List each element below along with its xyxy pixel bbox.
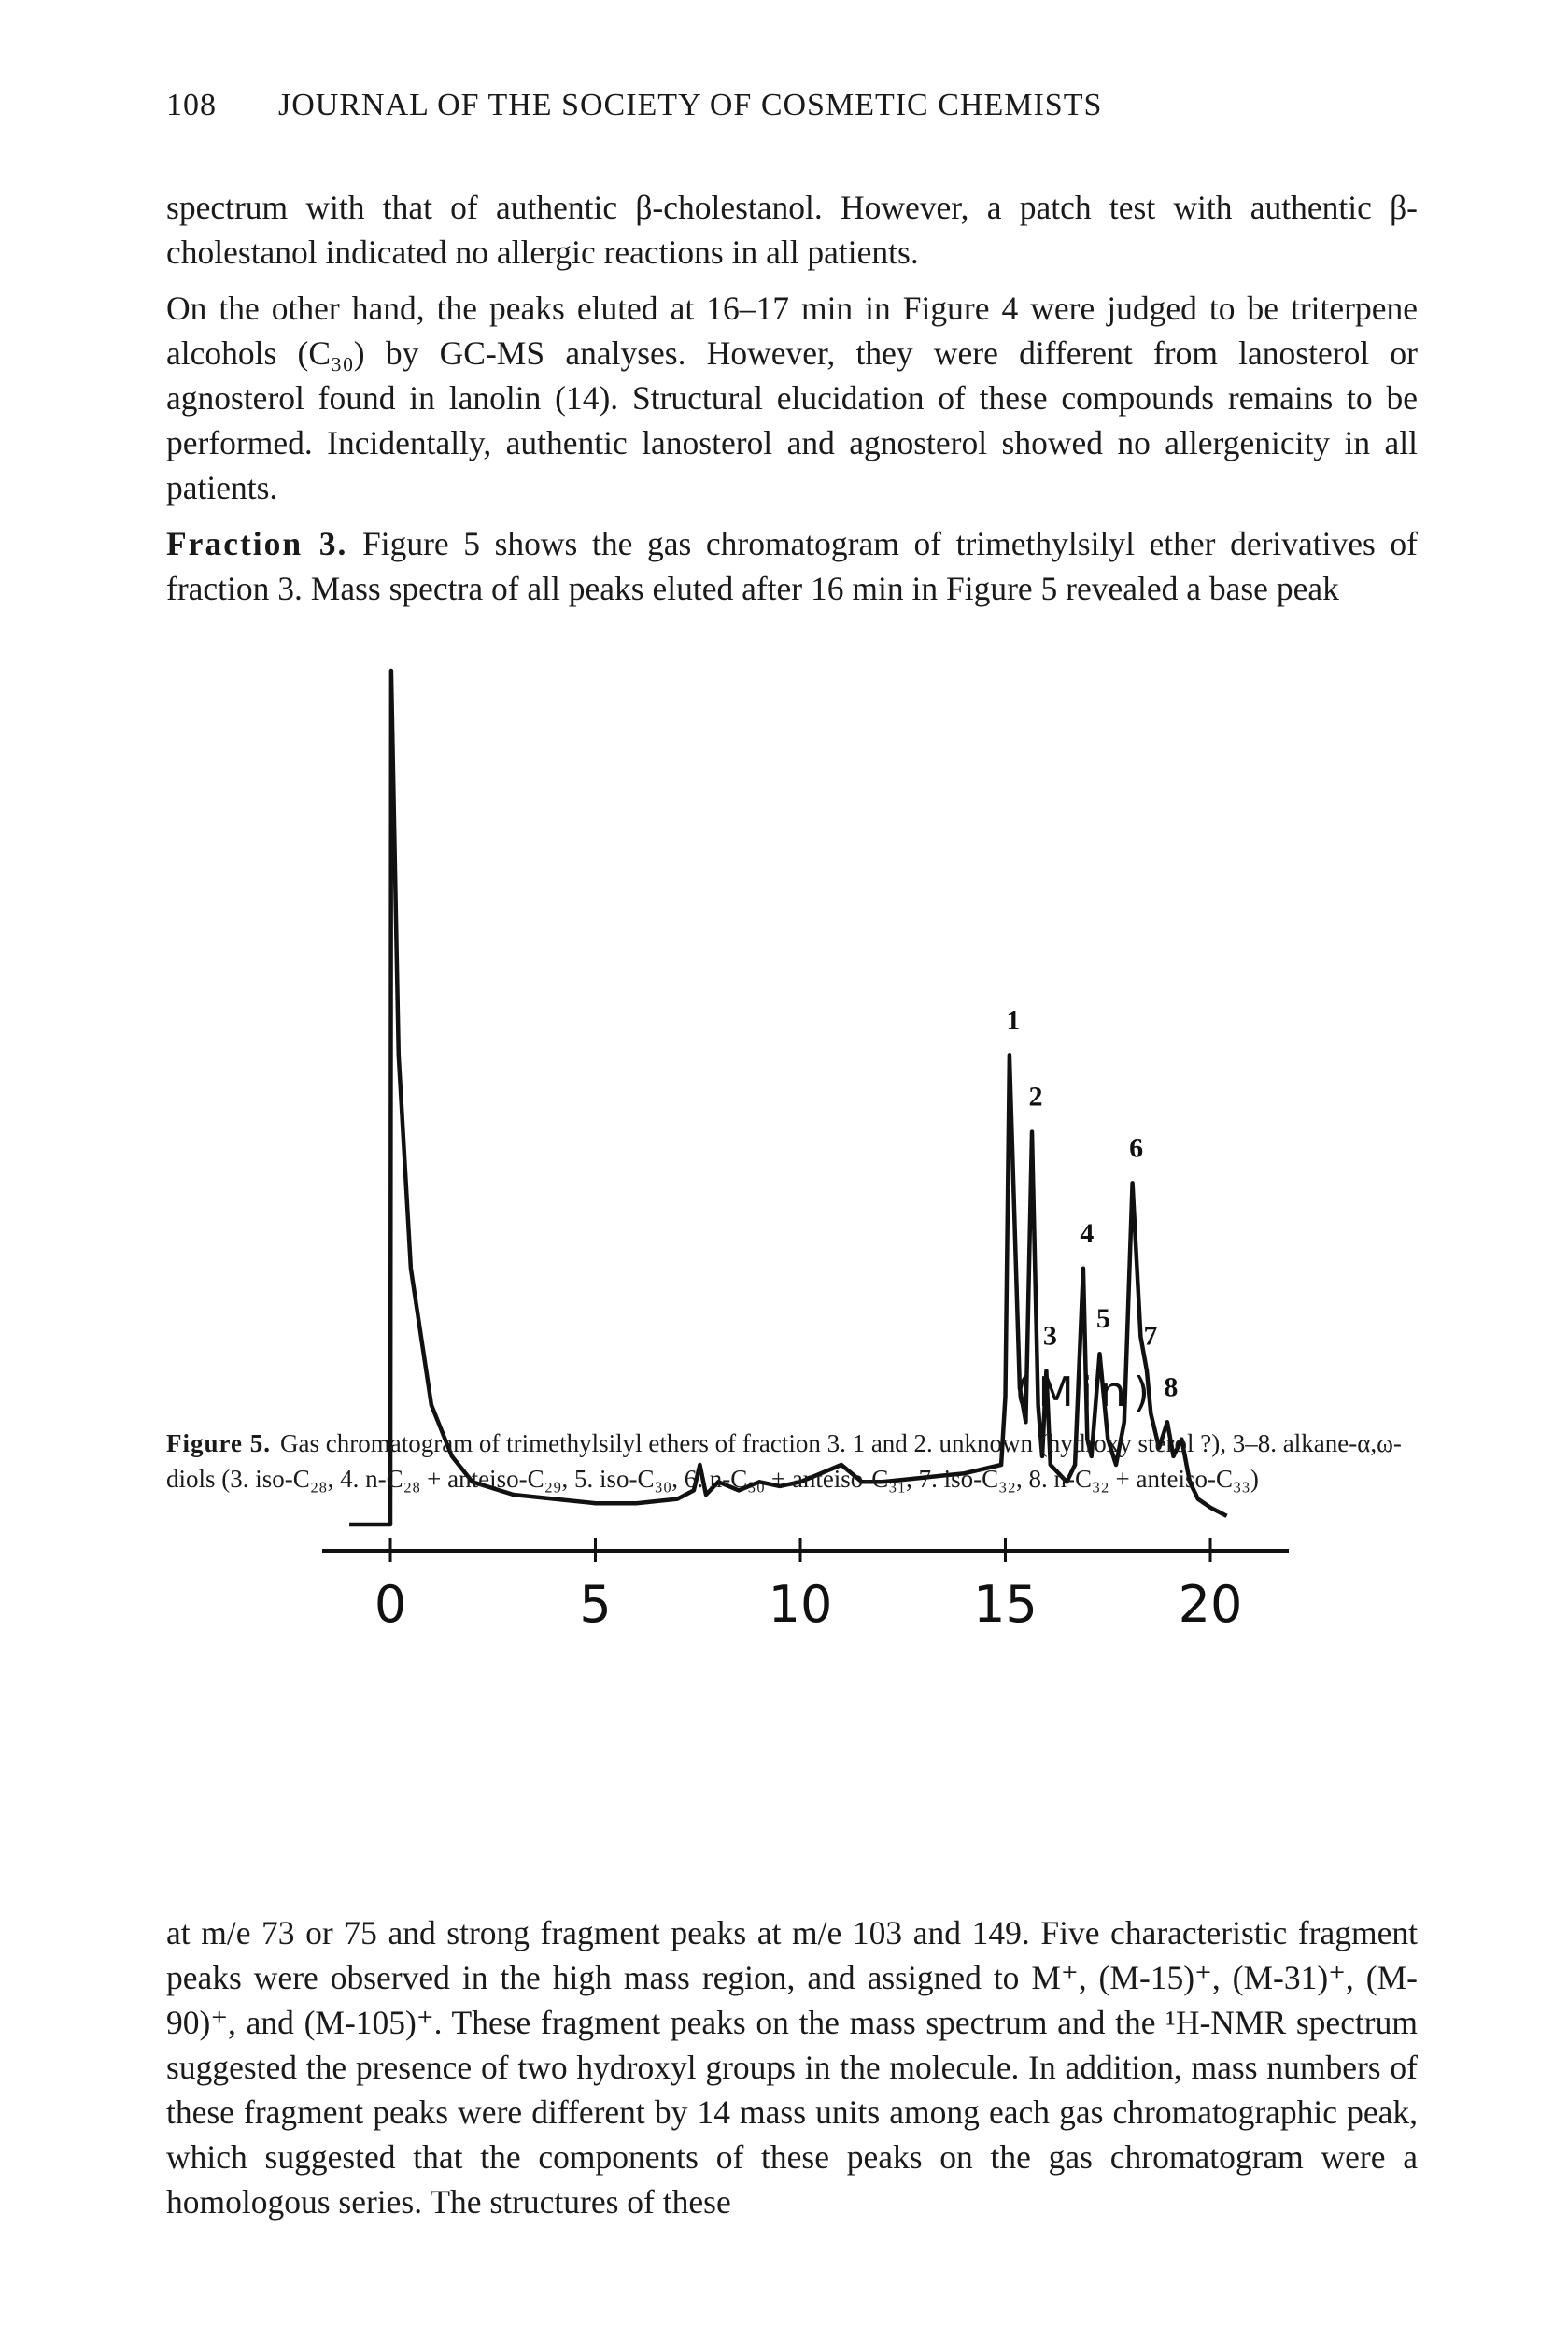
peak-label: 5 bbox=[1095, 1303, 1110, 1335]
peak-label: 6 bbox=[1129, 1132, 1144, 1164]
x-axis-unit: (Min) bbox=[1014, 1369, 1157, 1416]
caption-text: Gas chromatogram of trimethylsilyl ethers of fraction 3. 1 and 2. unknown (hydroxy sterol ?), 3–8. alkane-α,ω-diols (3. iso-C₂₈, 4. n-C₂₈ + anteiso-C₂₉, 5. iso-C₃₀, 6. n-C₃₀ + anteiso-C₃₁, 7. iso-C₃₂, 8. n-C₃₂ + anteiso-C₃₃) bbox=[166, 1429, 1402, 1493]
figure-label: Figure 5. bbox=[166, 1429, 271, 1457]
x-tick-label: 5 bbox=[579, 1575, 612, 1634]
journal-title: JOURNAL OF THE SOCIETY OF COSMETIC CHEMISTS bbox=[278, 88, 1103, 122]
x-tick-label: 15 bbox=[973, 1575, 1038, 1634]
x-tick-label: 10 bbox=[768, 1575, 833, 1634]
x-tick-labels bbox=[374, 1575, 1243, 1634]
x-tick-label: 0 bbox=[374, 1575, 407, 1634]
peak-label: 2 bbox=[1028, 1081, 1043, 1113]
chromatogram-trace bbox=[349, 671, 1227, 1525]
x-tick-label: 20 bbox=[1178, 1575, 1243, 1634]
peak-label: 8 bbox=[1164, 1371, 1179, 1403]
paragraph: spectrum with that of authentic β-cholestanol. However, a patch test with authentic β-cholestanol indicated no allergic reactions in all patients. bbox=[166, 189, 1418, 271]
paragraph: On the other hand, the peaks eluted at 16–17 min in Figure 4 were judged to be triterpene alcohols (C₃₀) by GC-MS analyses. However, they were different from lanosterol or agnosterol found in lanolin (14). Structural elucidation of these compounds remains to be performed. Incidentally, authentic lanosterol and agnosterol showed no allergenicity in all patients. bbox=[166, 290, 1418, 506]
fraction-3-paragraph bbox=[166, 521, 1418, 611]
figure-caption bbox=[166, 1426, 1418, 1497]
running-head bbox=[166, 88, 1418, 123]
body-text-top bbox=[166, 185, 1418, 622]
page-number: 108 bbox=[166, 88, 217, 122]
section-heading: Fraction 3. bbox=[166, 525, 348, 562]
paragraph: at m/e 73 or 75 and strong fragment peaks at m/e 103 and 149. Five characteristic fragment peaks were observed in the high mass region, and assigned to M⁺, (M-15)⁺, (M-31)⁺, (M-90)⁺, and (M-105)⁺. These fragment peaks on the mass spectrum and the ¹H-NMR spectrum suggested the presence of two hydroxyl groups in the molecule. In addition, mass numbers of these fragment peaks were different by 14 mass units among each gas chromatographic peak, which suggested that the components of these peaks on the gas chromatogram were a homologous series. The structures of these bbox=[166, 1914, 1418, 2221]
peak-labels bbox=[1006, 1004, 1178, 1402]
body-text-bottom bbox=[166, 1910, 1418, 2235]
peak-label: 3 bbox=[1042, 1320, 1057, 1352]
x-ticks bbox=[390, 1538, 1210, 1562]
peak-label: 4 bbox=[1080, 1217, 1095, 1249]
section-text: Figure 5 shows the gas chromatogram of trimethylsilyl ether derivatives of fraction 3. Mass spectra of all peaks eluted after 16 min in Figure 5 revealed a base peak bbox=[166, 525, 1419, 607]
peak-label: 7 bbox=[1143, 1320, 1158, 1352]
peak-label: 1 bbox=[1006, 1004, 1021, 1036]
